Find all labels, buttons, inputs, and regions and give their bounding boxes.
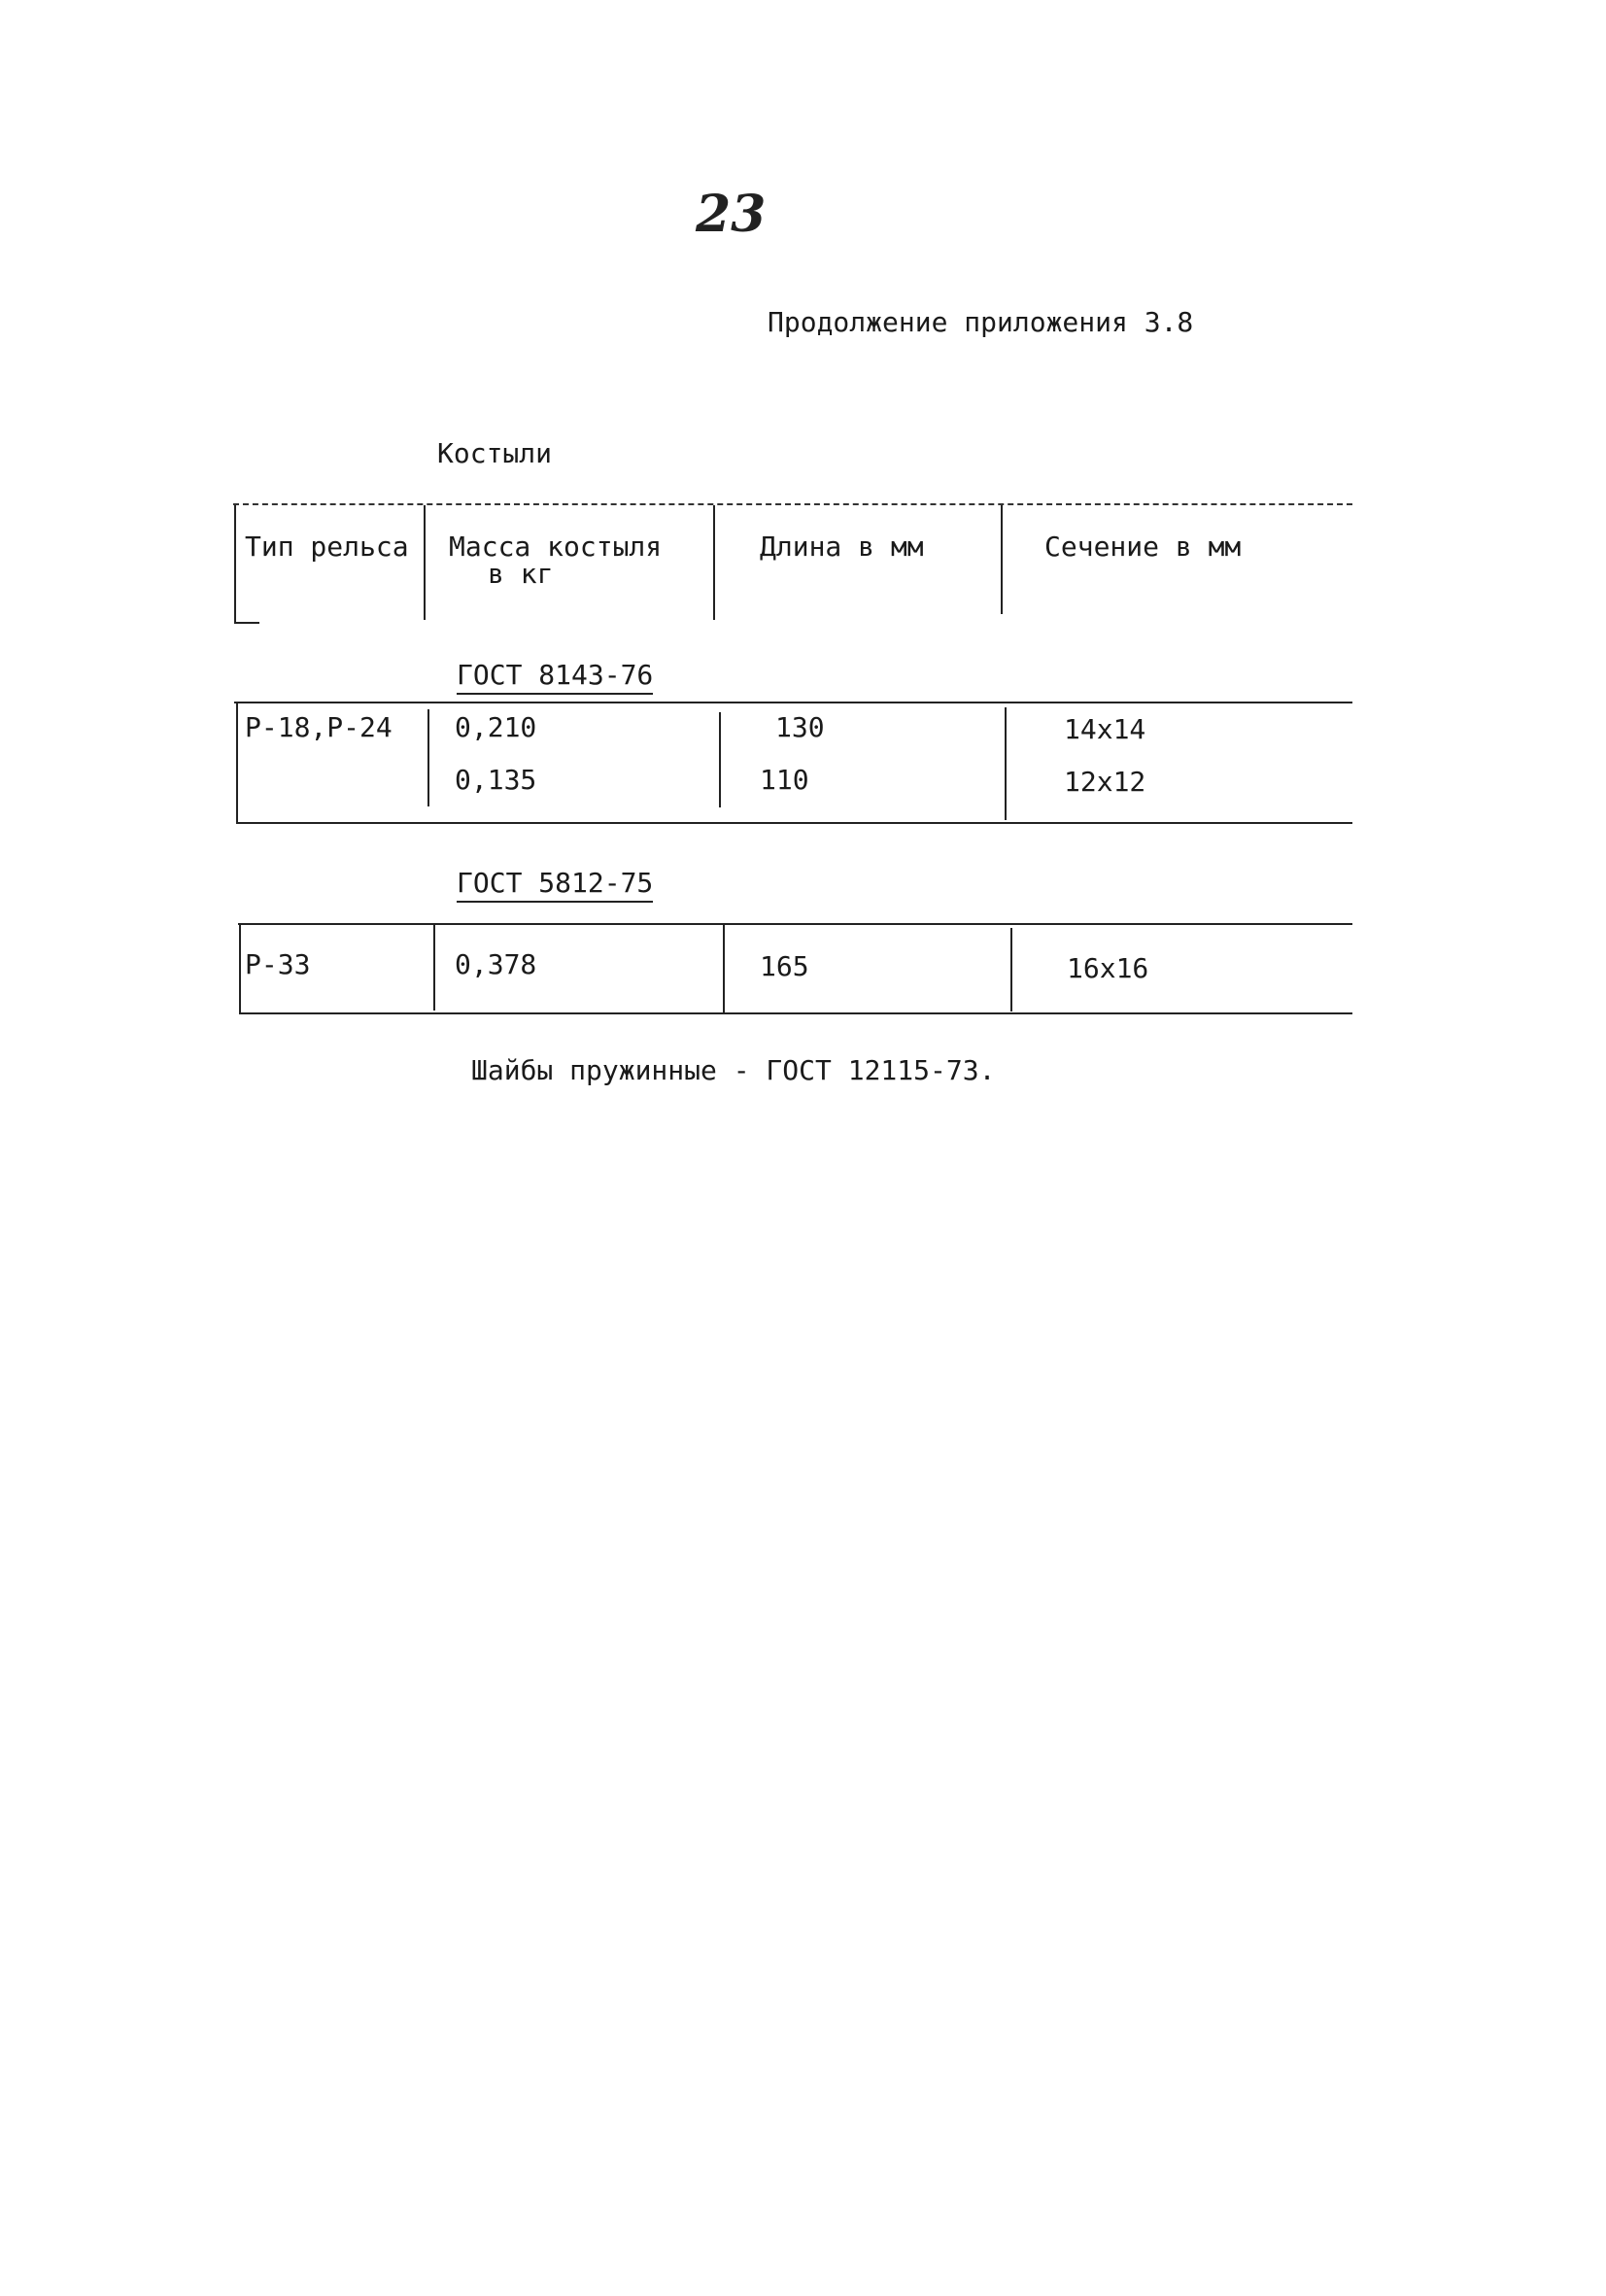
group-left-border	[236, 702, 238, 823]
header-top-rule	[233, 503, 1352, 505]
group-divider-1	[427, 709, 429, 806]
cell-rail-type: Р-18,Р-24	[245, 711, 393, 743]
header-length: Длина в мм	[760, 531, 924, 563]
group-top-rule	[238, 923, 1352, 925]
cell-length: 130	[775, 711, 825, 743]
header-divider-3	[1001, 505, 1003, 614]
cell-section: 16х16	[1067, 952, 1149, 984]
header-divider-2	[713, 505, 715, 620]
header-mass-line2: в кг	[488, 558, 554, 590]
standard-label	[457, 867, 653, 899]
standard-text: ГОСТ 5812-75	[457, 867, 653, 903]
cell-section: 12х12	[1064, 766, 1146, 798]
group-divider-1	[433, 923, 435, 1011]
group-divider-2	[719, 712, 721, 807]
group-divider-3	[1005, 707, 1007, 820]
section-title: Костыли	[437, 437, 553, 469]
cell-mass: 0,378	[455, 948, 537, 980]
header-rail-type: Тип рельса	[245, 531, 409, 563]
group-top-rule	[234, 702, 1352, 703]
cell-section: 14х14	[1064, 713, 1146, 745]
footer-note: Шайбы пружинные - ГОСТ 12115-73.	[471, 1054, 996, 1086]
header-divider-1	[424, 505, 426, 620]
standard-label	[457, 659, 653, 691]
standard-text: ГОСТ 8143-76	[457, 659, 653, 695]
group-bottom-rule	[239, 1012, 1352, 1014]
cell-mass: 0,210	[455, 711, 537, 743]
group-left-border	[239, 923, 241, 1014]
header-left-border	[234, 505, 236, 624]
continuation-caption: Продолжение приложения 3.8	[768, 306, 1194, 338]
page-number: 23	[696, 185, 767, 244]
cell-length: 110	[760, 764, 809, 796]
cell-length: 165	[760, 950, 809, 982]
header-left-tick	[234, 622, 259, 624]
group-bottom-rule	[236, 822, 1352, 824]
header-mass-line1: Масса костыля	[449, 531, 663, 563]
cell-rail-type: Р-33	[245, 948, 311, 980]
group-divider-3	[1010, 928, 1012, 1011]
group-divider-2	[723, 923, 725, 1012]
header-section: Сечение в мм	[1044, 531, 1242, 563]
cell-mass: 0,135	[455, 764, 537, 796]
